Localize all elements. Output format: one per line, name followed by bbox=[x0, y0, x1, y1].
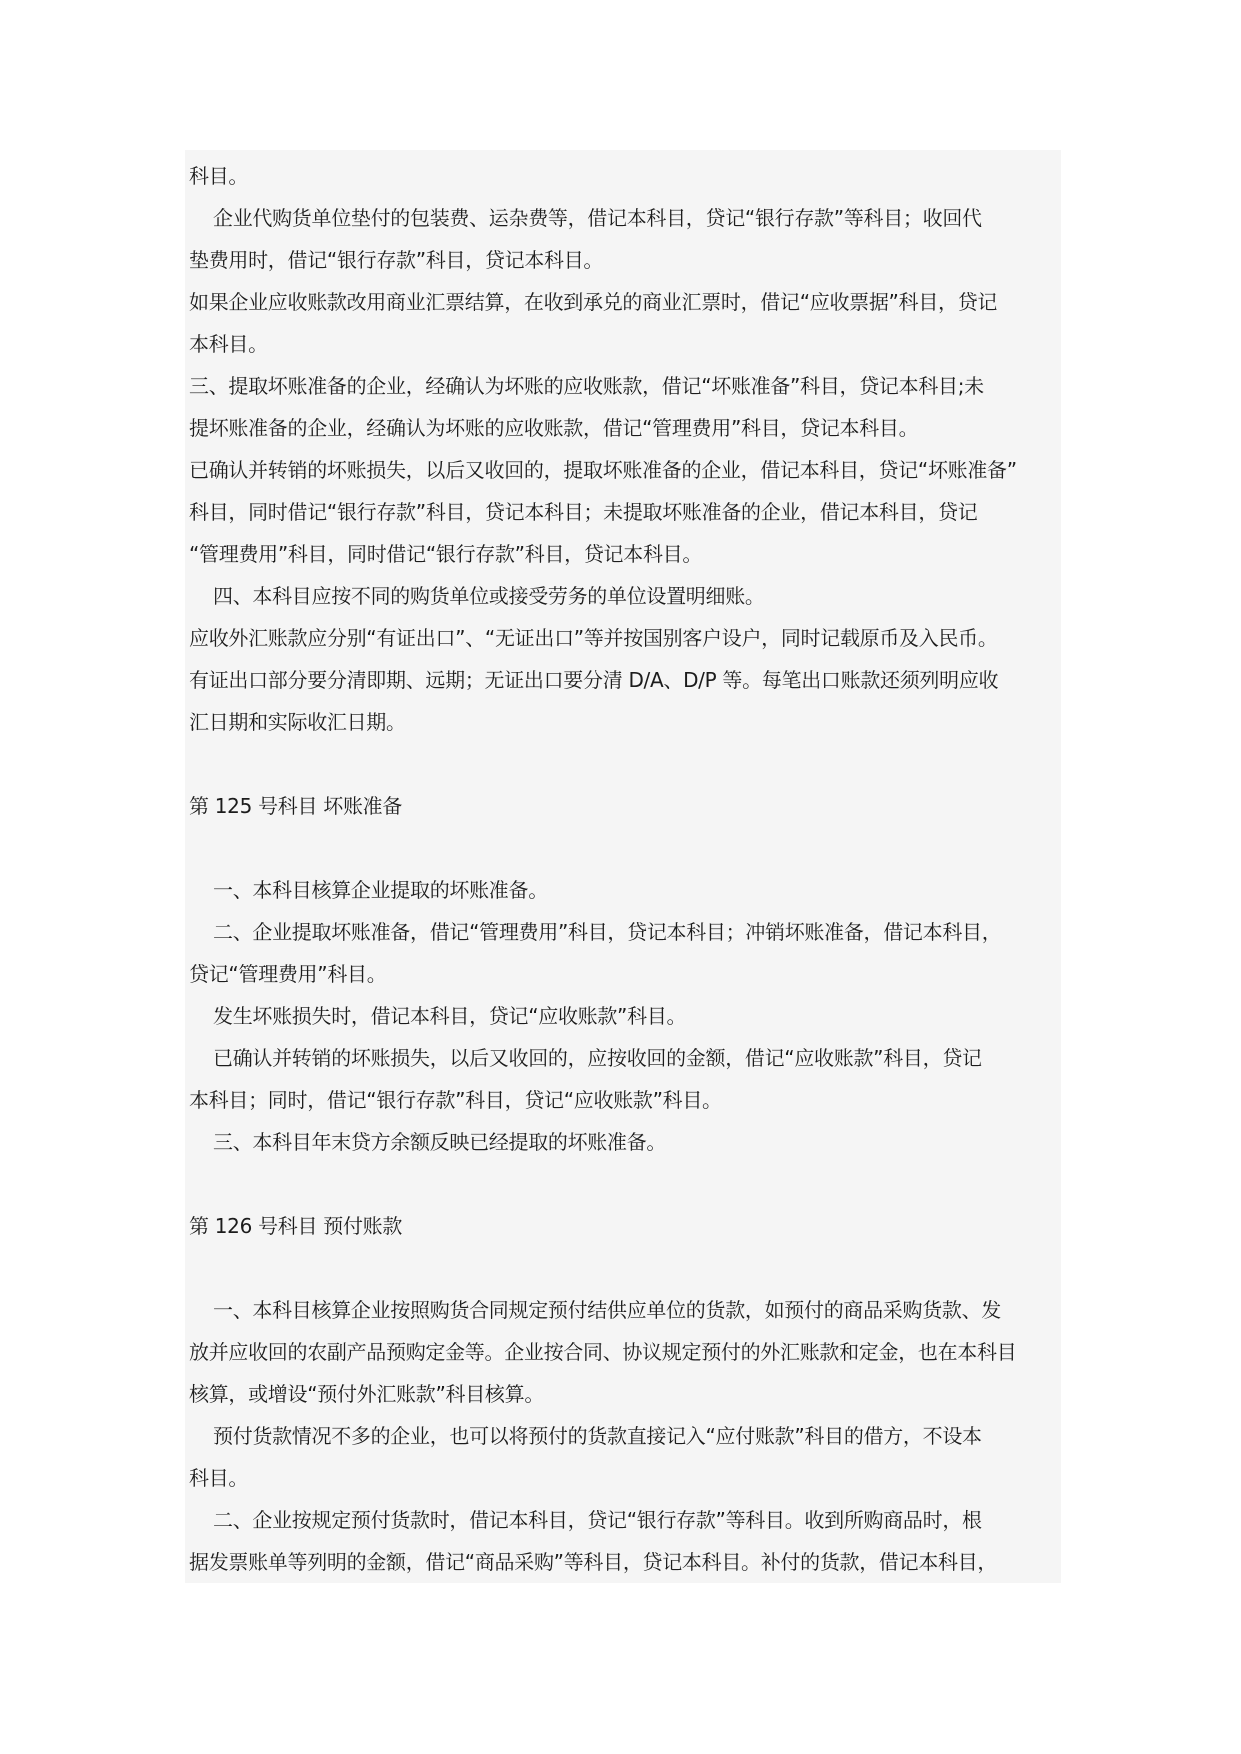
paragraph-line: 预付货款情况不多的企业，也可以将预付的货款直接记入“应付账款”科目的借方，不设本 bbox=[213, 1424, 982, 1448]
blank-line bbox=[189, 743, 1079, 785]
paragraph-line: 二、企业按规定预付货款时，借记本科目，贷记“银行存款”等科目。收到所购商品时，根 bbox=[213, 1508, 982, 1532]
paragraph-line: 贷记“管理费用”科目。 bbox=[189, 962, 387, 986]
paragraph-line: 提坏账准备的企业，经确认为坏账的应收账款，借记“管理费用”科目，贷记本科目。 bbox=[189, 416, 919, 440]
paragraph-line: 已确认并转销的坏账损失，以后又收回的，应按收回的金额，借记“应收账款”科目，贷记 bbox=[213, 1046, 982, 1070]
paragraph-line: 企业代购货单位垫付的包装费、运杂费等，借记本科目，贷记“银行存款”等科目；收回代 bbox=[213, 206, 982, 230]
blank-line bbox=[189, 1163, 1079, 1205]
paragraph-line: “管理费用”科目，同时借记“银行存款”科目，贷记本科目。 bbox=[189, 542, 703, 566]
paragraph-line: 垫费用时，借记“银行存款”科目，贷记本科目。 bbox=[189, 248, 604, 272]
paragraph-line: 本科目；同时，借记“银行存款”科目，贷记“应收账款”科目。 bbox=[189, 1088, 722, 1112]
paragraph-line: 已确认并转销的坏账损失，以后又收回的，提取坏账准备的企业，借记本科目，贷记“坏账准备” bbox=[189, 458, 1017, 482]
paragraph-line: 本科目。 bbox=[189, 332, 268, 356]
paragraph-line: 核算，或增设“预付外汇账款”科目核算。 bbox=[189, 1382, 545, 1406]
paragraph-line: 汇日期和实际收汇日期。 bbox=[189, 710, 406, 734]
paragraph-line: 有证出口部分要分清即期、远期；无证出口要分清 D/A、D/P 等。每笔出口账款还须列明应收 bbox=[189, 668, 999, 692]
paragraph-line: 放并应收回的农副产品预购定金等。企业按合同、协议规定预付的外汇账款和定金，也在本科目 bbox=[189, 1340, 1017, 1364]
blank-line bbox=[189, 827, 1079, 869]
paragraph-line: 科目，同时借记“银行存款”科目，贷记本科目；未提取坏账准备的企业，借记本科目，贷记 bbox=[189, 500, 978, 524]
paragraph-line: 发生坏账损失时，借记本科目，贷记“应收账款”科目。 bbox=[213, 1004, 687, 1028]
paragraph-line: 科目。 bbox=[189, 1466, 249, 1490]
section-heading: 第 126 号科目 预付账款 bbox=[189, 1214, 403, 1238]
paragraph-line: 三、本科目年末贷方余额反映已经提取的坏账准备。 bbox=[213, 1130, 667, 1154]
paragraph-line: 如果企业应收账款改用商业汇票结算，在收到承兑的商业汇票时，借记“应收票据”科目，贷记 bbox=[189, 290, 998, 314]
blank-line bbox=[189, 1247, 1079, 1289]
paragraph-line: 二、企业提取坏账准备，借记“管理费用”科目，贷记本科目；冲销坏账准备，借记本科目， bbox=[213, 920, 1002, 944]
document-body bbox=[189, 155, 1079, 1583]
paragraph-line: 三、提取坏账准备的企业，经确认为坏账的应收账款，借记“坏账准备”科目，贷记本科目;未 bbox=[189, 374, 984, 398]
paragraph-line: 一、本科目核算企业提取的坏账准备。 bbox=[213, 878, 548, 902]
paragraph-line: 四、本科目应按不同的购货单位或接受劳务的单位设置明细账。 bbox=[213, 584, 765, 608]
paragraph-line: 应收外汇账款应分别“有证出口”、“无证出口”等并按国别客户设户，同时记载原币及入民币。 bbox=[189, 626, 998, 650]
paragraph-line: 一、本科目核算企业按照购货合同规定预付结供应单位的货款，如预付的商品采购货款、发 bbox=[213, 1298, 1001, 1322]
paragraph-line: 科目。 bbox=[189, 164, 249, 188]
section-heading: 第 125 号科目 坏账准备 bbox=[189, 794, 403, 818]
paragraph-line: 据发票账单等列明的金额，借记“商品采购”等科目，贷记本科目。补付的货款，借记本科目， bbox=[189, 1550, 998, 1574]
